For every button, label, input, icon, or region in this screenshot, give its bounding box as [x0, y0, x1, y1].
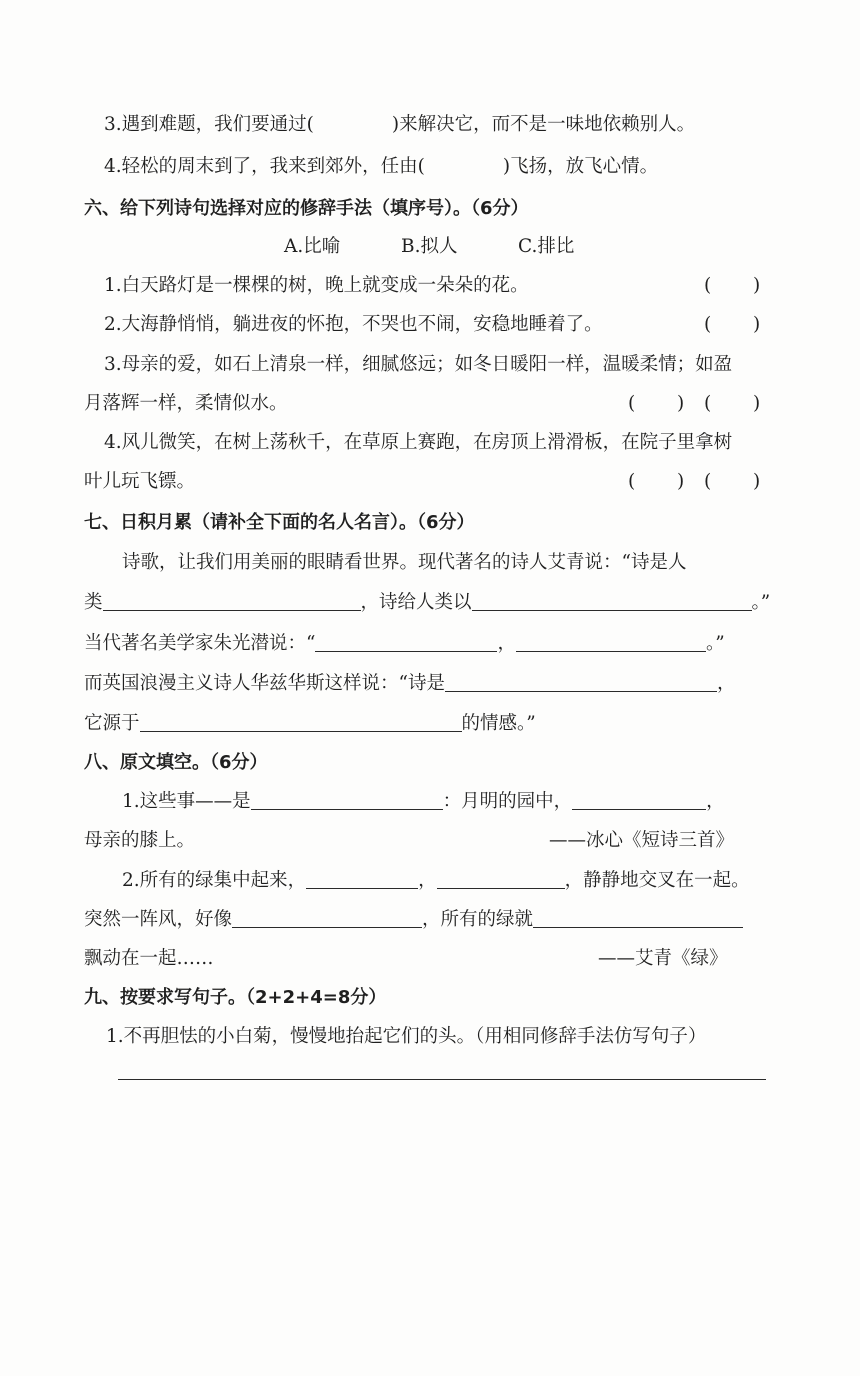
answer-writing-line[interactable]	[118, 1079, 766, 1080]
answer-blank[interactable]	[306, 868, 418, 889]
answer-paren-open: (	[704, 275, 712, 296]
answer-paren-close: )	[677, 471, 685, 492]
answer-blank[interactable]	[472, 590, 752, 611]
question-6-3-cont: 月落辉一样，柔情似水。	[84, 393, 288, 414]
question-8-1: 1.这些事——是 ：月明的园中， ，	[122, 791, 725, 812]
question-8-1-cont: 母亲的膝上。	[84, 830, 196, 851]
section-8-heading: 八、原文填空。（6分）	[84, 752, 268, 773]
question-8-2: 2.所有的绿集中起来， ， ，静静地交叉在一起。	[122, 870, 750, 891]
answer-paren-close: )	[753, 471, 761, 492]
answer-paren-open: (	[628, 471, 636, 492]
question-5-4: 4.轻松的周末到了，我来到郊外，任由( )飞扬，放飞心情。	[104, 156, 659, 177]
answer-paren-open: (	[628, 393, 636, 414]
answer-paren-open: (	[704, 471, 712, 492]
source-aiqing: ——艾青《绿》	[598, 948, 728, 969]
question-6-4: 4.风儿微笑，在树上荡秋千，在草原上赛跑，在房顶上滑滑板，在院子里拿树	[104, 432, 733, 453]
answer-blank[interactable]	[140, 711, 462, 732]
quote-line-2: 类 ，诗给人类以 。”	[84, 592, 771, 613]
answer-blank[interactable]	[437, 868, 565, 889]
question-8-2-end: 飘动在一起……	[84, 948, 214, 969]
quote-line-3: 当代著名美学家朱光潜说：“ ， 。”	[84, 633, 725, 654]
question-9-1: 1.不再胆怯的小白菊，慢慢地抬起它们的头。（用相同修辞手法仿写句子）	[106, 1026, 707, 1047]
option-c: C.排比	[518, 236, 575, 257]
answer-paren-close: )	[753, 393, 761, 414]
section-6-heading: 六、给下列诗句选择对应的修辞手法（填序号）。（6分）	[84, 198, 529, 219]
section-9-heading: 九、按要求写句子。（2+2+4=8分）	[84, 987, 387, 1008]
answer-blank[interactable]	[516, 631, 706, 652]
question-6-4-cont: 叶儿玩飞镖。	[84, 471, 196, 492]
question-8-2-cont: 突然一阵风，好像 ，所有的绿就	[84, 906, 743, 934]
answer-blank[interactable]	[533, 907, 743, 928]
question-5-3: 3.遇到难题，我们要通过( )来解决它，而不是一味地依赖别人。	[104, 114, 696, 135]
quote-line-4: 而英国浪漫主义诗人华兹华斯这样说：“诗是 ，	[84, 673, 736, 694]
answer-paren-open: (	[704, 393, 712, 414]
answer-blank[interactable]	[232, 907, 422, 928]
answer-blank[interactable]	[572, 789, 706, 810]
answer-blank[interactable]	[315, 631, 497, 652]
answer-paren-open: (	[704, 314, 712, 335]
option-b: B.拟人	[401, 236, 458, 257]
option-a: A.比喻	[284, 236, 341, 257]
section-7-heading: 七、日积月累（请补全下面的名人名言）。（6分）	[84, 512, 475, 533]
answer-blank[interactable]	[445, 671, 717, 692]
question-6-3: 3.母亲的爱，如石上清泉一样，细腻悠远；如冬日暖阳一样，温暖柔情；如盈	[104, 354, 733, 375]
answer-paren-close: )	[753, 275, 761, 296]
answer-blank[interactable]	[103, 590, 361, 611]
question-6-2: 2.大海静悄悄，躺进夜的怀抱，不哭也不闹，安稳地睡着了。	[104, 314, 603, 335]
question-6-1: 1.白天路灯是一棵棵的树，晚上就变成一朵朵的花。	[104, 275, 529, 296]
quote-intro: 诗歌，让我们用美丽的眼睛看世界。现代著名的诗人艾青说：“诗是人	[122, 552, 687, 573]
answer-paren-close: )	[753, 314, 761, 335]
answer-paren-close: )	[677, 393, 685, 414]
answer-blank[interactable]	[251, 789, 443, 810]
quote-line-5: 它源于 的情感。”	[84, 713, 536, 734]
source-bingxin: ——冰心《短诗三首》	[549, 830, 735, 851]
